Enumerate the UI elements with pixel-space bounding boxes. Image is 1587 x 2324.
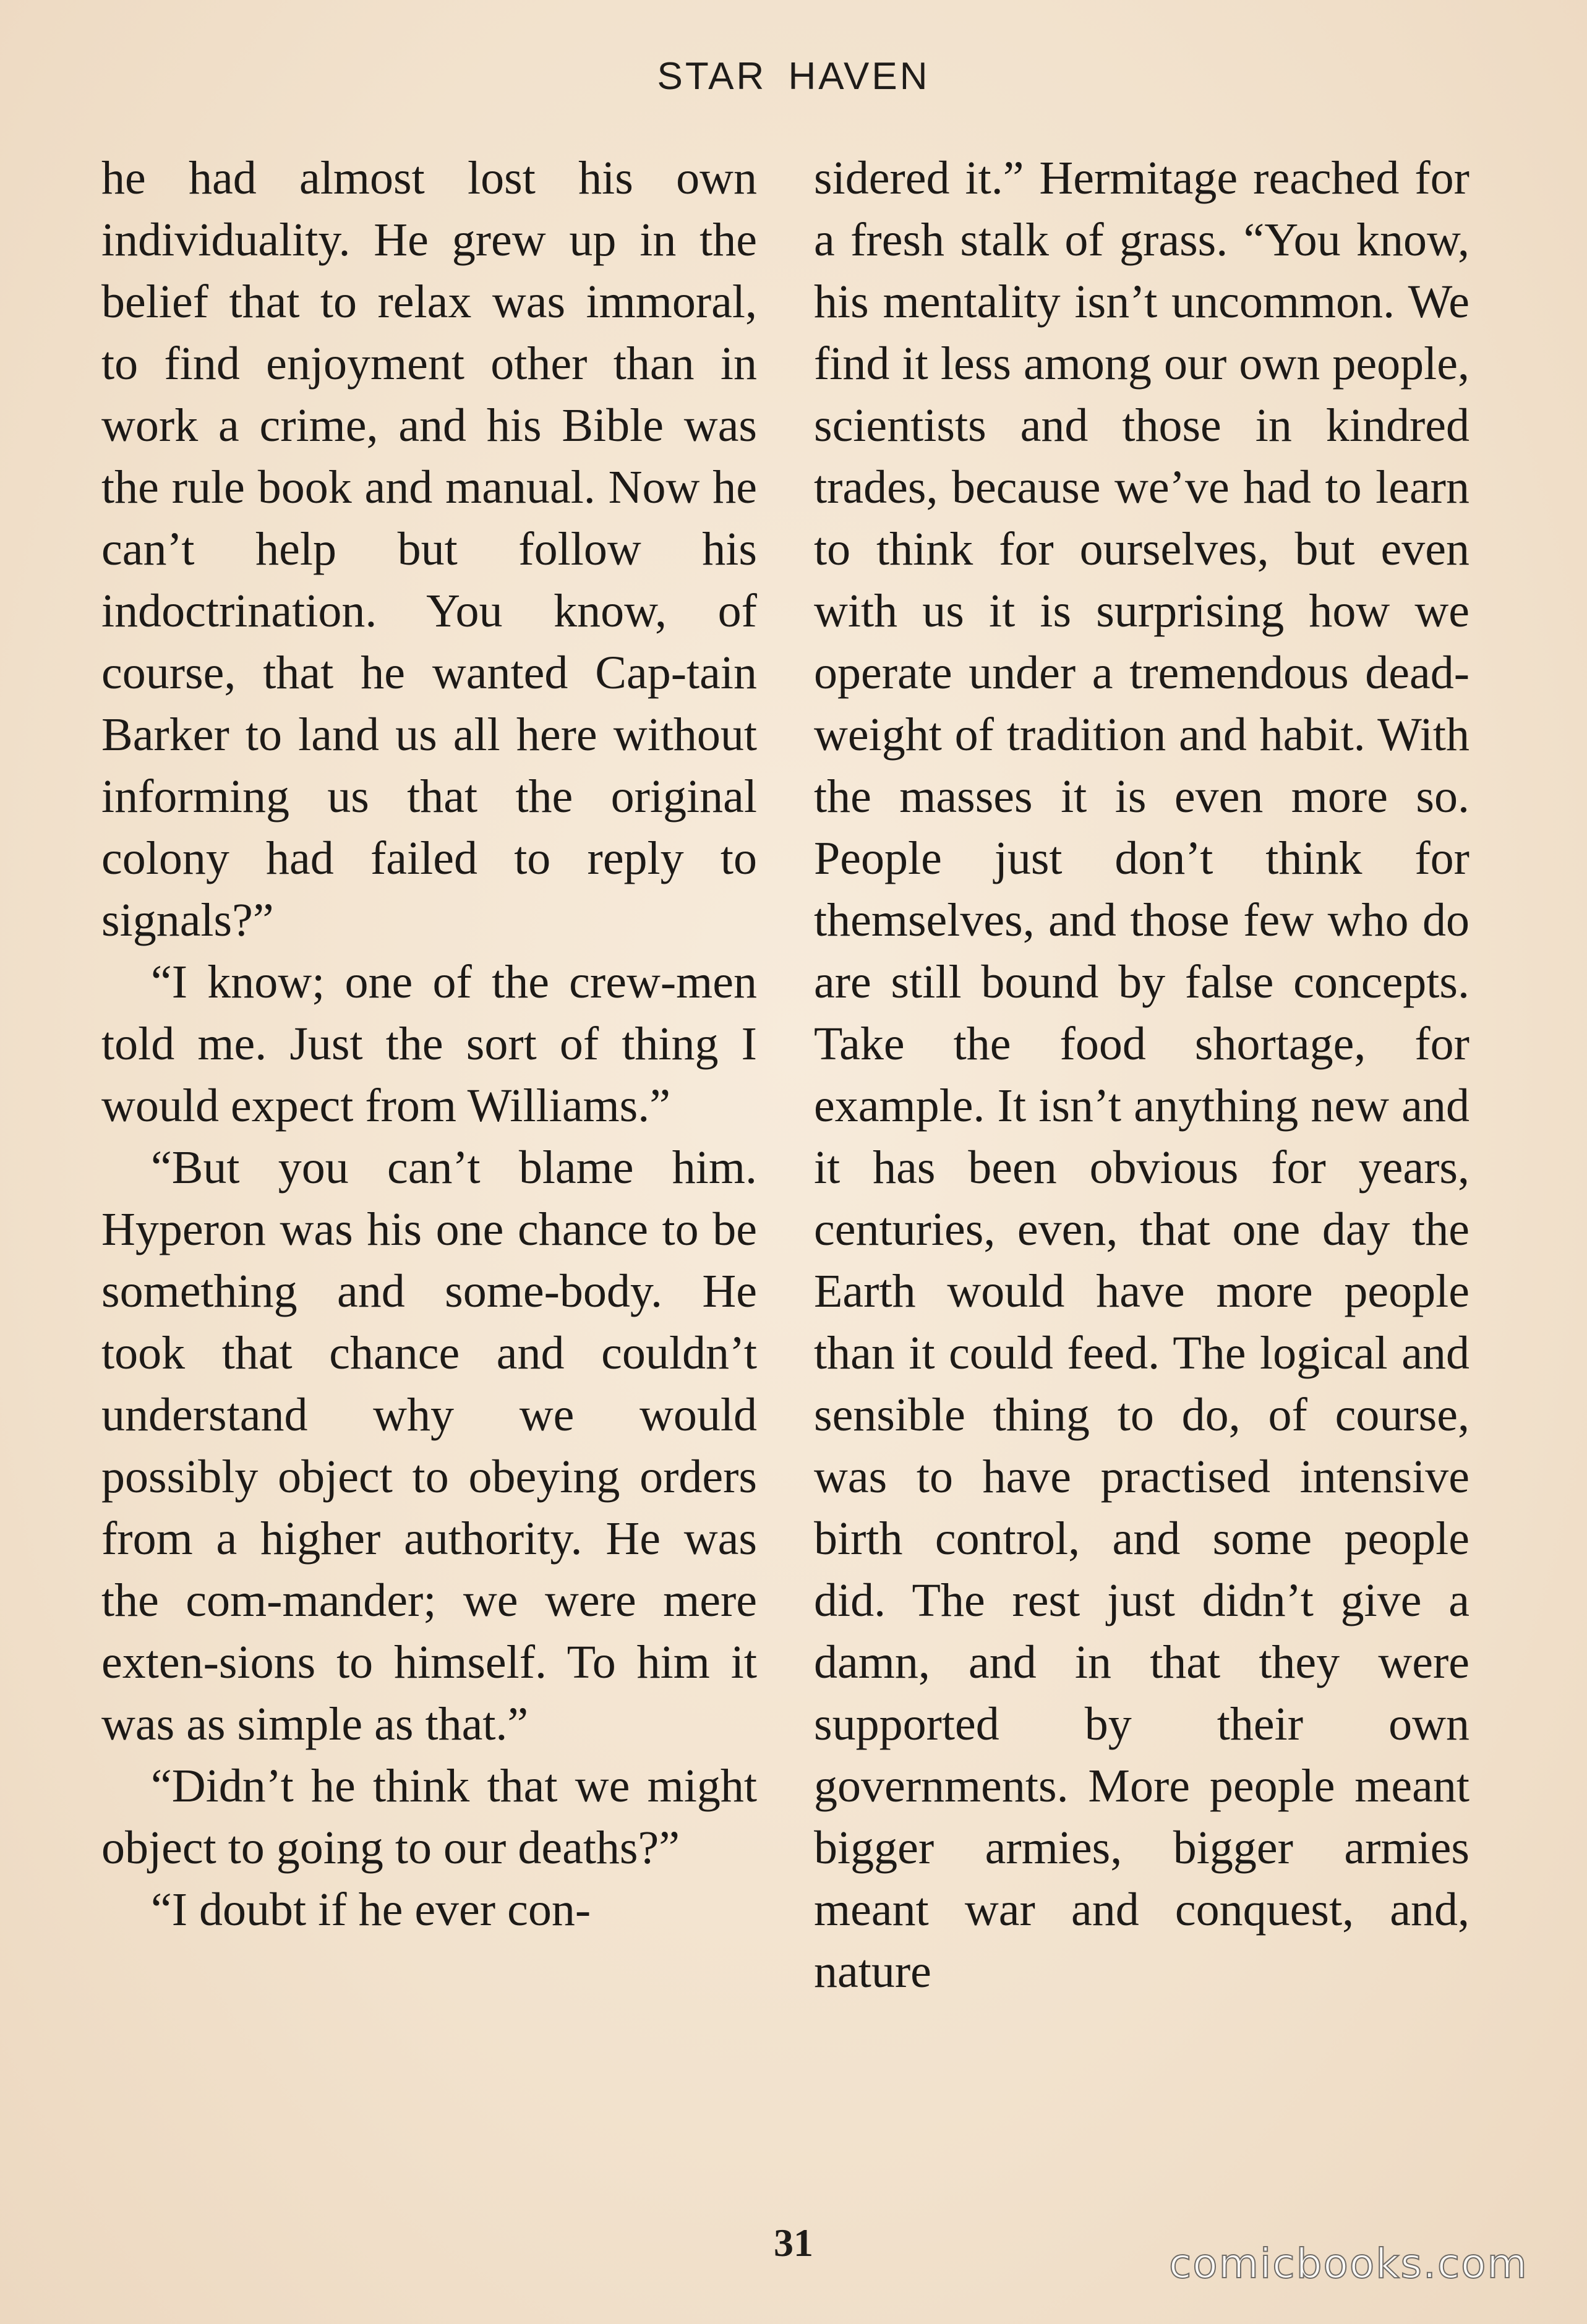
page-number: 31 — [774, 2221, 813, 2265]
paragraph: “I know; one of the crew-men told me. Just the sort of thing I would expect from Williams.” — [101, 956, 757, 1132]
right-column — [814, 147, 1469, 2002]
paragraph: “But you can’t blame him. Hyperon was his one chance to be something and some-body. He took that chance and couldn’t understand why we would possibly object to obeying orders from a higher authority. He was the com-mander; we were mere exten-sions to himself. To him it was as simple as that.” — [101, 1142, 757, 1750]
paragraph: “I doubt if he ever con- — [151, 1884, 591, 1936]
running-head: STAR HAVEN — [657, 55, 930, 98]
paragraph: he had almost lost his own individuality. He grew up in the belief that to relax was immoral, to find enjoyment other than in work a crime, and his Bible was the rule book and manual. Now he can’t help but follow his indoctrination. You know, of course, that he wanted Cap-tain Barker to land us all here without informing us that the original colony had failed to reply to signals?” — [101, 152, 757, 946]
watermark: comicbooks.com — [1169, 2240, 1528, 2288]
paragraph: “Didn’t he think that we might object to going to our deaths?” — [101, 1760, 757, 1874]
paragraph: sidered it.” Hermitage reached for a fresh stalk of grass. “You know, his mentality isn’t uncommon. We find it less among our own people, scientists and those in kindred trades, because we’ve had to learn to think for ourselves, but even with us it is surprising how we operate under a tremendous dead-weight of tradition and habit. With the masses it is even more so. People just don’t think for themselves, and those few who do are still bound by false concepts. Take the food shortage, for example. It isn’t anything new and it has been obvious for years, centuries, even, that one day the Earth would have more people than it could feed. The logical and sensible thing to do, of course, was to have practised intensive birth control, and some people did. The rest just didn’t give a damn, and in that they were supported by their own governments. More people meant bigger armies, bigger armies meant war and conquest, and, nature — [814, 152, 1469, 1997]
left-column — [101, 147, 757, 1941]
